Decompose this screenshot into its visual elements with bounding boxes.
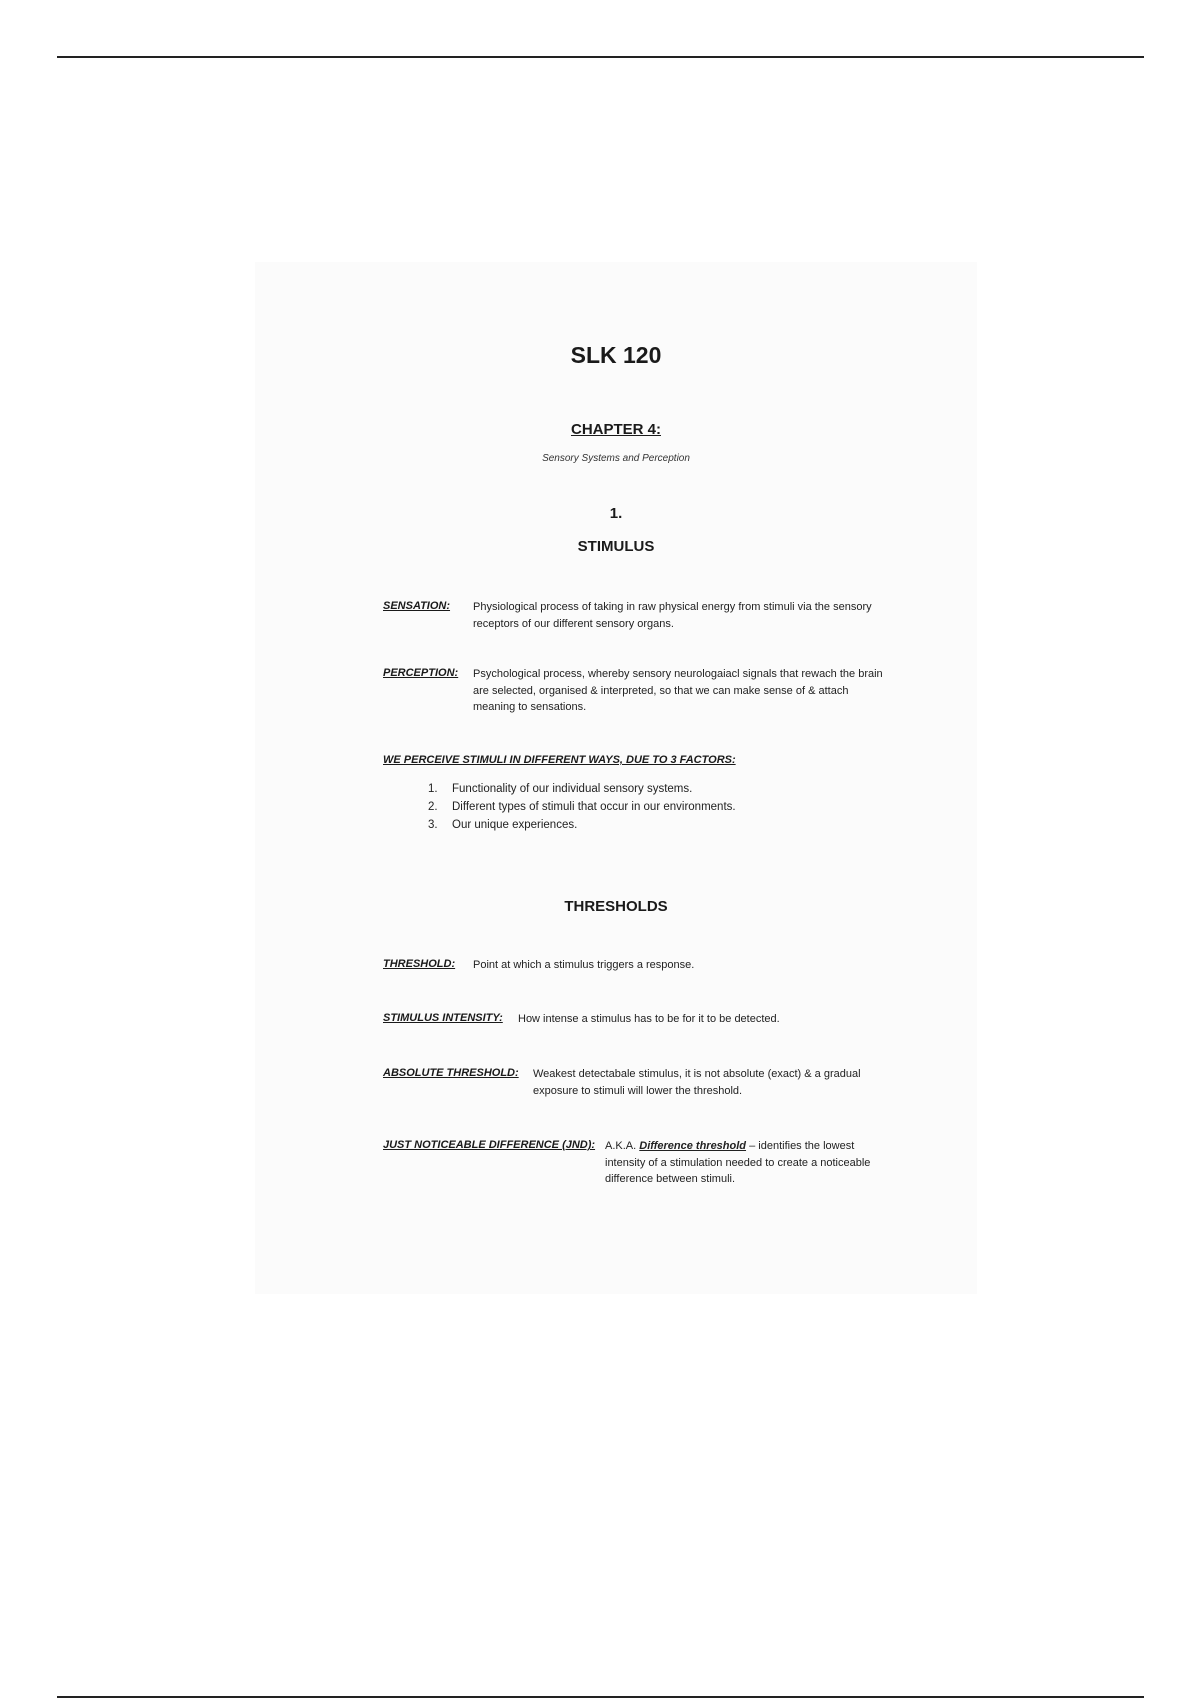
definition-jnd: A.K.A. Difference threshold – identifies the lowest intensity of a stimulation needed to create a noticeable difference between stimuli. [605, 1140, 871, 1185]
top-rule [57, 56, 1144, 58]
list-item: 1. Functionality of our individual sensory systems. [428, 783, 693, 795]
term-threshold: THRESHOLD: [383, 958, 456, 970]
thresholds-title: THRESHOLDS [564, 898, 668, 915]
term-perception: PERCEPTION: [383, 667, 459, 679]
factors-list [428, 780, 736, 834]
jnd-emphasis: Difference threshold [639, 1140, 747, 1152]
definition-perception: Psychological process, whereby sensory neurologaiacl signals that rewach the brain are selected, organised & interpreted, so that we can make sense of & attach meaning to sensations. [473, 668, 883, 713]
definition-sensation: Physiological process of taking in raw physical energy from stimuli via the sensory receptors of our different sensory organs. [473, 601, 872, 630]
document-page [255, 262, 977, 1294]
list-item: 3. Our unique experiences. [428, 819, 578, 831]
document-title: SLK 120 [570, 342, 662, 368]
term-jnd: JUST NOTICEABLE DIFFERENCE (JND): [383, 1139, 596, 1151]
term-stimulus-intensity: STIMULUS INTENSITY: [383, 1012, 503, 1024]
term-sensation: SENSATION: [383, 600, 451, 612]
definition-absolute-threshold: Weakest detectabale stimulus, it is not absolute (exact) & a gradual exposure to stimuli will lower the threshold. [533, 1068, 861, 1097]
chapter-subtitle: Sensory Systems and Perception [542, 453, 690, 464]
definition-threshold: Point at which a stimulus triggers a response. [473, 959, 695, 971]
section-title: STIMULUS [577, 538, 655, 555]
section-number: 1. [609, 505, 623, 522]
chapter-heading: CHAPTER 4: [570, 421, 661, 438]
term-absolute-threshold: ABSOLUTE THRESHOLD: [383, 1067, 519, 1079]
bottom-rule [57, 1696, 1144, 1698]
definition-stimulus-intensity: How intense a stimulus has to be for it to be detected. [518, 1013, 780, 1025]
list-item: 2. Different types of stimuli that occur in our environments. [428, 801, 736, 813]
factors-heading: WE PERCEIVE STIMULI IN DIFFERENT WAYS, DUE TO 3 FACTORS: [383, 754, 736, 766]
